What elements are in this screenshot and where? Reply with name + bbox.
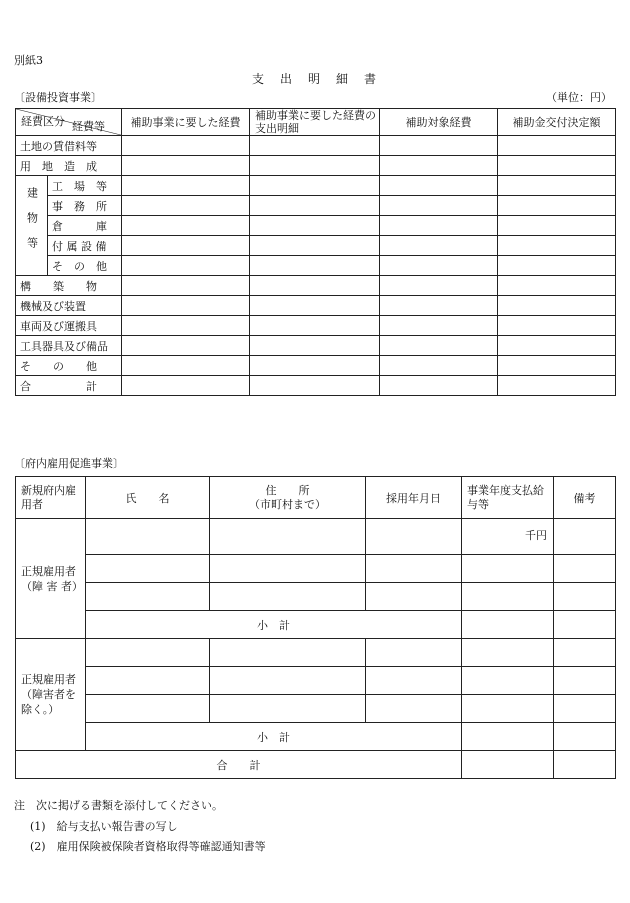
subtotal-row: [16, 723, 616, 751]
group-label-disabled: 正規雇用者 （障 害 者）: [16, 519, 86, 639]
row-label: 付 属 設 備: [48, 236, 122, 256]
row-label: 倉 庫: [48, 216, 122, 236]
subtotal-row: [16, 611, 616, 639]
expense-table: [15, 108, 616, 396]
total-row: [16, 751, 616, 779]
table-row: [16, 316, 616, 336]
row-label: 工 場 等: [48, 176, 122, 196]
row-label: 用 地 造 成: [16, 156, 122, 176]
table-row: [16, 555, 616, 583]
table-row: [16, 156, 616, 176]
col-header: 事業年度支払給与等: [462, 477, 554, 519]
col-header: 採用年月日: [366, 477, 462, 519]
row-label: 事 務 所: [48, 196, 122, 216]
diag-bottom-label: 経費区分: [21, 115, 65, 128]
total-label: 合 計: [16, 751, 462, 779]
col-header: 補助事業に要した経費の支出明細: [250, 109, 380, 136]
row-label: 工具器具及び備品: [16, 336, 122, 356]
building-group-label: 建物等: [16, 176, 48, 276]
col-header: 補助対象経費: [380, 109, 498, 136]
table-row: [16, 136, 616, 156]
table-row: [16, 667, 616, 695]
table-row: [16, 356, 616, 376]
table-row: [16, 583, 616, 611]
table-row: [16, 336, 616, 356]
table-row: [16, 296, 616, 316]
table-row: [16, 519, 616, 555]
table-row: [16, 276, 616, 296]
col-header: 補助金交付決定額: [498, 109, 616, 136]
row-label: 土地の賃借料等: [16, 136, 122, 156]
table-row: [16, 176, 616, 196]
table-row: [16, 196, 616, 216]
notes-heading: 注 次に掲げる書類を添付してください。: [14, 799, 223, 812]
section2-label: 〔府内雇用促進事業〕: [14, 457, 124, 470]
subtotal-label: 小 計: [86, 611, 462, 639]
section1-label: 〔設備投資事業〕: [14, 91, 102, 104]
row-label: そ の 他: [16, 356, 122, 376]
col-header: 備考: [554, 477, 616, 519]
subtotal-label: 小 計: [86, 723, 462, 751]
group-label-non-disabled: 正規雇用者 （障害者を除く。）: [16, 639, 86, 751]
unit-label: （単位：円）: [546, 91, 612, 104]
employment-table: [15, 476, 616, 779]
diagonal-header-cell: [16, 109, 122, 136]
row-label: 車両及び運搬具: [16, 316, 122, 336]
col-header: 補助事業に要した経費: [122, 109, 250, 136]
attachment-label: 別紙3: [14, 54, 43, 67]
table-row: [16, 256, 616, 276]
table-row: [16, 639, 616, 667]
note-item: (1) 給与支払い報告書の写し: [30, 820, 178, 833]
row-label: そ の 他: [48, 256, 122, 276]
page-title: 支 出 明 細 書: [251, 72, 378, 86]
col-header: 住 所 （市町村まで）: [210, 477, 366, 519]
row-label-total: 合 計: [16, 376, 122, 396]
row-label: 機械及び装置: [16, 296, 122, 316]
table-row: [16, 236, 616, 256]
table-row: [16, 695, 616, 723]
table-row: [16, 376, 616, 396]
unit-cell: 千円: [462, 519, 554, 555]
table-row: [16, 216, 616, 236]
row-label: 構 築 物: [16, 276, 122, 296]
diag-top-label: 経費等: [72, 120, 105, 133]
col-header: 新規府内雇用者: [16, 477, 86, 519]
note-item: (2) 雇用保険被保険者資格取得等確認通知書等: [30, 840, 266, 853]
col-header: 氏 名: [86, 477, 210, 519]
